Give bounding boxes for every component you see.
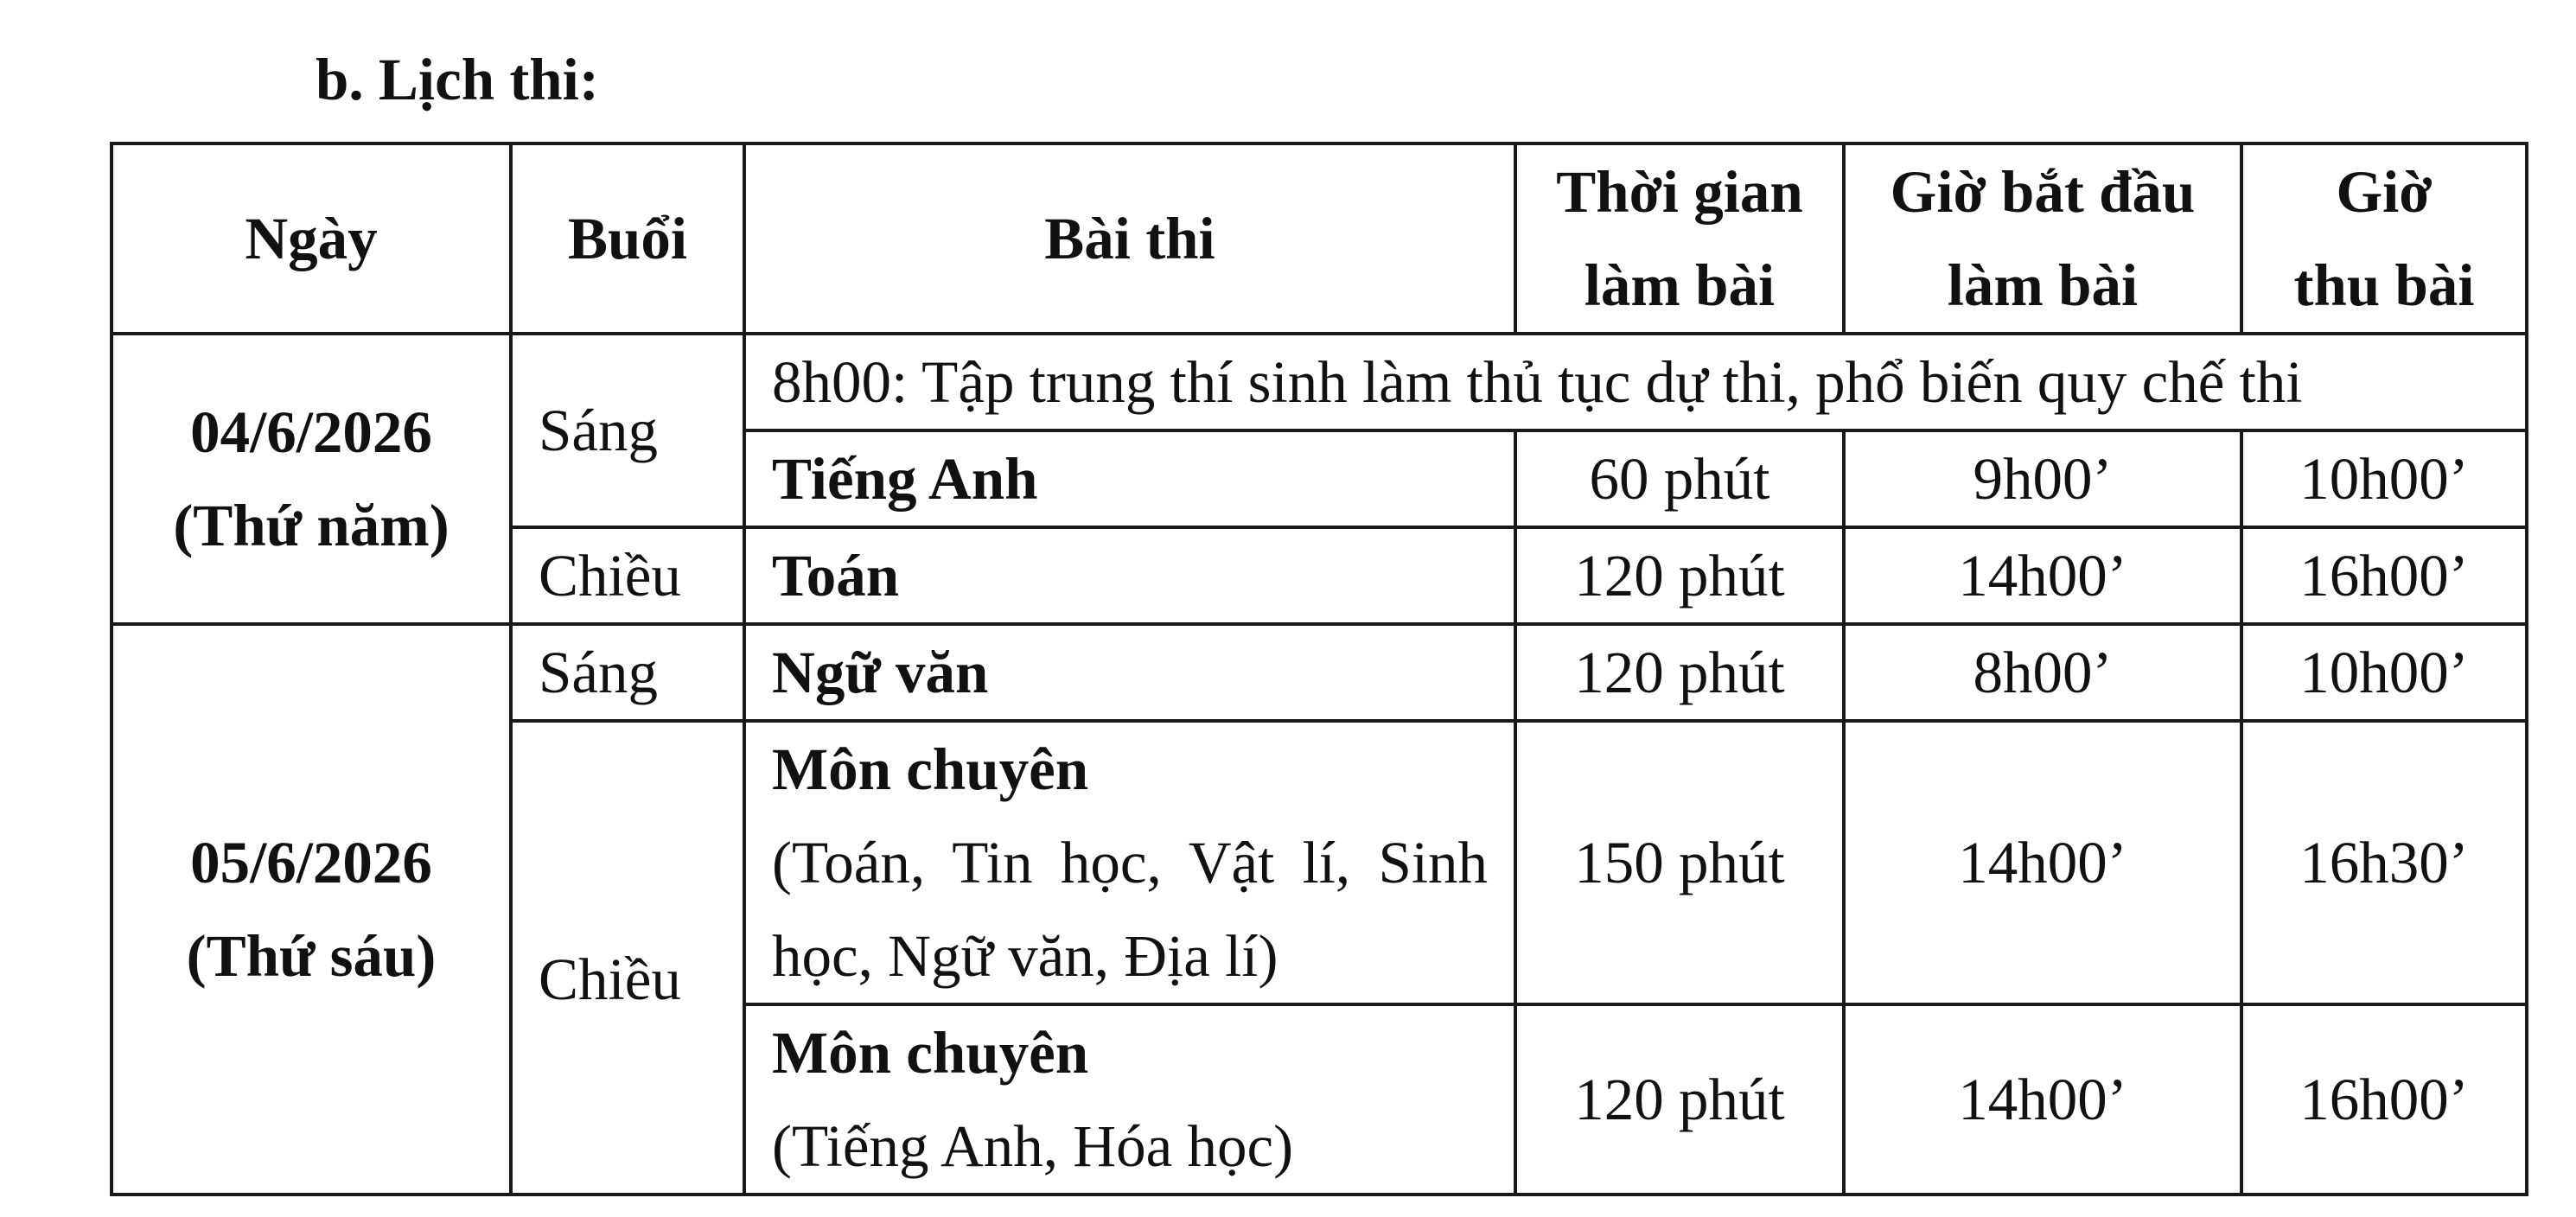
exam-start: 14h00’ xyxy=(1844,1004,2241,1195)
table-row xyxy=(112,334,2527,430)
day1-afternoon: Chiều xyxy=(511,527,744,624)
exam-duration: 120 phút xyxy=(1515,624,1844,721)
exam-cell xyxy=(744,1004,1515,1195)
day1-notice: 8h00: Tập trung thí sinh làm thủ tục dự thi, phổ biến quy chế thi xyxy=(744,334,2527,430)
exam-detail: (Toán, Tin học, Vật lí, Sinh học, Ngữ văn, Địa lí) xyxy=(772,830,1488,989)
day1-weekday: (Thứ năm) xyxy=(173,493,450,558)
header-end-line2: thu bài xyxy=(2293,252,2475,318)
header-duration xyxy=(1515,143,1844,334)
exam-name: Toán xyxy=(744,527,1515,624)
exam-name: Môn chuyên xyxy=(772,736,1089,802)
exam-detail: (Tiếng Anh, Hóa học) xyxy=(772,1113,1294,1179)
exam-start: 14h00’ xyxy=(1844,721,2241,1004)
table-header-row xyxy=(112,143,2527,334)
exam-name: Môn chuyên xyxy=(772,1020,1089,1086)
header-end-line1: Giờ xyxy=(2336,159,2433,225)
exam-duration: 150 phút xyxy=(1515,721,1844,1004)
exam-end: 10h00’ xyxy=(2241,624,2527,721)
day1-morning: Sáng xyxy=(511,334,744,527)
header-exam: Bài thi xyxy=(744,143,1515,334)
exam-end: 16h00’ xyxy=(2241,1004,2527,1195)
exam-duration: 120 phút xyxy=(1515,1004,1844,1195)
exam-duration: 60 phút xyxy=(1515,430,1844,527)
section-heading: b. Lịch thi: xyxy=(316,47,599,112)
day2-afternoon: Chiều xyxy=(511,721,744,1195)
header-day: Ngày xyxy=(112,143,511,334)
header-start xyxy=(1844,143,2241,334)
exam-start: 9h00’ xyxy=(1844,430,2241,527)
exam-end: 10h00’ xyxy=(2241,430,2527,527)
day2-morning: Sáng xyxy=(511,624,744,721)
exam-schedule-table xyxy=(110,142,2528,1196)
header-duration-line2: làm bài xyxy=(1584,252,1776,318)
exam-start: 8h00’ xyxy=(1844,624,2241,721)
day1-date-cell xyxy=(112,334,511,624)
header-end xyxy=(2241,143,2527,334)
header-start-line2: làm bài xyxy=(1947,252,2139,318)
exam-cell xyxy=(744,721,1515,1004)
day2-date: 05/6/2026 xyxy=(190,830,432,895)
exam-start: 14h00’ xyxy=(1844,527,2241,624)
exam-end: 16h30’ xyxy=(2241,721,2527,1004)
header-session: Buổi xyxy=(511,143,744,334)
day2-weekday: (Thứ sáu) xyxy=(186,923,437,989)
exam-end: 16h00’ xyxy=(2241,527,2527,624)
day2-date-cell xyxy=(112,624,511,1195)
exam-name: Ngữ văn xyxy=(744,624,1515,721)
header-duration-line1: Thời gian xyxy=(1556,159,1803,225)
exam-name: Tiếng Anh xyxy=(744,430,1515,527)
exam-duration: 120 phút xyxy=(1515,527,1844,624)
table-row xyxy=(112,624,2527,721)
header-start-line1: Giờ bắt đầu xyxy=(1890,159,2196,225)
day1-date: 04/6/2026 xyxy=(190,399,432,465)
